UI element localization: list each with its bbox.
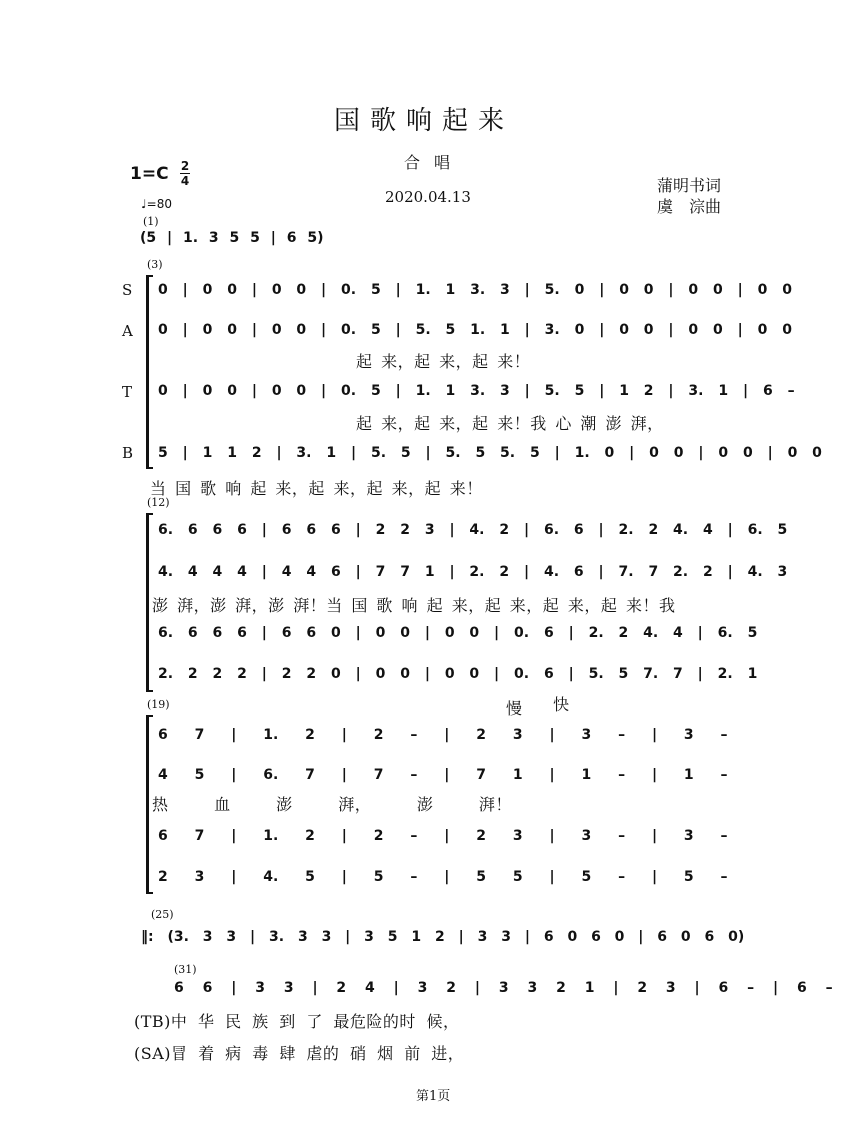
system2-tenor: 6. 6 6 6 | 6 6 0 | 0 0 | 0 0 | 0. 6 | 2. 2 4. 4 | 6. 5 [158, 625, 758, 641]
page-title: 国歌响起来 [334, 106, 515, 136]
measure-number: (12) [147, 496, 170, 509]
composer: 虞 淙曲 [657, 197, 722, 216]
intro-notes: (5 | 1. 3 5 5 | 6 5) [140, 230, 324, 246]
credits [657, 175, 721, 217]
part-label-a: A [122, 322, 133, 340]
tempo-slow: 慢 [506, 699, 523, 718]
system1-alto-lyric: 起 来，起 来，起 来！ [356, 352, 531, 371]
system3-soprano: 6 7 | 1. 2 | 2 – | 2 3 | 3 – | 3 – [158, 727, 728, 743]
date: 2020.04.13 [385, 188, 471, 206]
tempo-fast: 快 [553, 695, 570, 714]
measure-number: (19) [147, 698, 170, 711]
system3-tenor: 6 7 | 1. 2 | 2 – | 2 3 | 3 – | 3 – [158, 828, 728, 844]
system-bracket [146, 275, 153, 469]
subtitle: 合唱 [404, 153, 465, 172]
system4-intro-line: ‖: (3. 3 3 | 3. 3 3 | 3 5 1 2 | 3 3 | 6 0 6 0 | 6 0 6 0) [141, 929, 745, 945]
system2-alto: 4. 4 4 4 | 4 4 6 | 7 7 1 | 2. 2 | 4. 6 | 7. 7 2. 2 | 4. 3 [158, 564, 788, 580]
system1-tenor: 0 | 0 0 | 0 0 | 0. 5 | 1. 1 3. 3 | 5. 5 | 1 2 | 3. 1 | 6 – [158, 383, 795, 399]
part-label-b: B [122, 444, 134, 462]
lyricist: 蒲明书词 [657, 176, 722, 195]
part-label-s: S [122, 281, 133, 299]
time-signature-top: 2 [180, 159, 190, 173]
time-signature-bottom: 4 [180, 174, 190, 188]
system2-soprano: 6. 6 6 6 | 6 6 6 | 2 2 3 | 4. 2 | 6. 6 | 2. 2 4. 4 | 6. 5 [158, 522, 788, 538]
system4-melody: 6 6 | 3 3 | 2 4 | 3 2 | 3 3 2 1 | 2 3 | 6 – | 6 – [174, 980, 833, 996]
measure-number: (31) [174, 963, 197, 976]
time-signature [180, 160, 190, 187]
system1-soprano: 0 | 0 0 | 0 0 | 0. 5 | 1. 1 3. 3 | 5. 0 | 0 0 | 0 0 | 0 0 [158, 282, 792, 298]
system2-lyric: 澎 湃，澎 湃，澎 湃！当 国 歌 响 起 来，起 来，起 来，起 来！我 [152, 596, 676, 615]
measure-number: (1) [143, 215, 159, 228]
system3-lyric: 热 血 澎 湃， 澎 湃！ [152, 795, 512, 814]
measure-number: (25) [151, 908, 174, 921]
tempo-marking: ♩=80 [141, 197, 172, 211]
system3-alto: 4 5 | 6. 7 | 7 – | 7 1 | 1 – | 1 – [158, 767, 728, 783]
system4-lyric-tb: (TB)中 华 民 族 到 了 最危险的时 候， [134, 1012, 460, 1031]
system1-bass: 5 | 1 1 2 | 3. 1 | 5. 5 | 5. 5 5. 5 | 1. 0 | 0 0 | 0 0 | 0 0 [158, 445, 822, 461]
system1-bass-lyric: 当 国 歌 响 起 来，起 来，起 来，起 来！ [150, 479, 483, 498]
system4-lyric-sa: (SA)冒 着 病 毒 肆 虐的 硝 烟 前 进， [134, 1044, 465, 1063]
system2-bass: 2. 2 2 2 | 2 2 0 | 0 0 | 0 0 | 0. 6 | 5. 5 7. 7 | 2. 1 [158, 666, 758, 682]
system3-bass: 2 3 | 4. 5 | 5 – | 5 5 | 5 – | 5 – [158, 869, 728, 885]
page-footer: 第1页 [416, 1089, 451, 1104]
part-label-t: T [122, 383, 133, 401]
key-signature: 1=C [130, 164, 169, 184]
system1-alto: 0 | 0 0 | 0 0 | 0. 5 | 5. 5 1. 1 | 3. 0 | 0 0 | 0 0 | 0 0 [158, 322, 792, 338]
system1-tenor-lyric: 起 来，起 来，起 来！我 心 潮 澎 湃， [356, 414, 664, 433]
measure-number: (3) [147, 258, 163, 271]
